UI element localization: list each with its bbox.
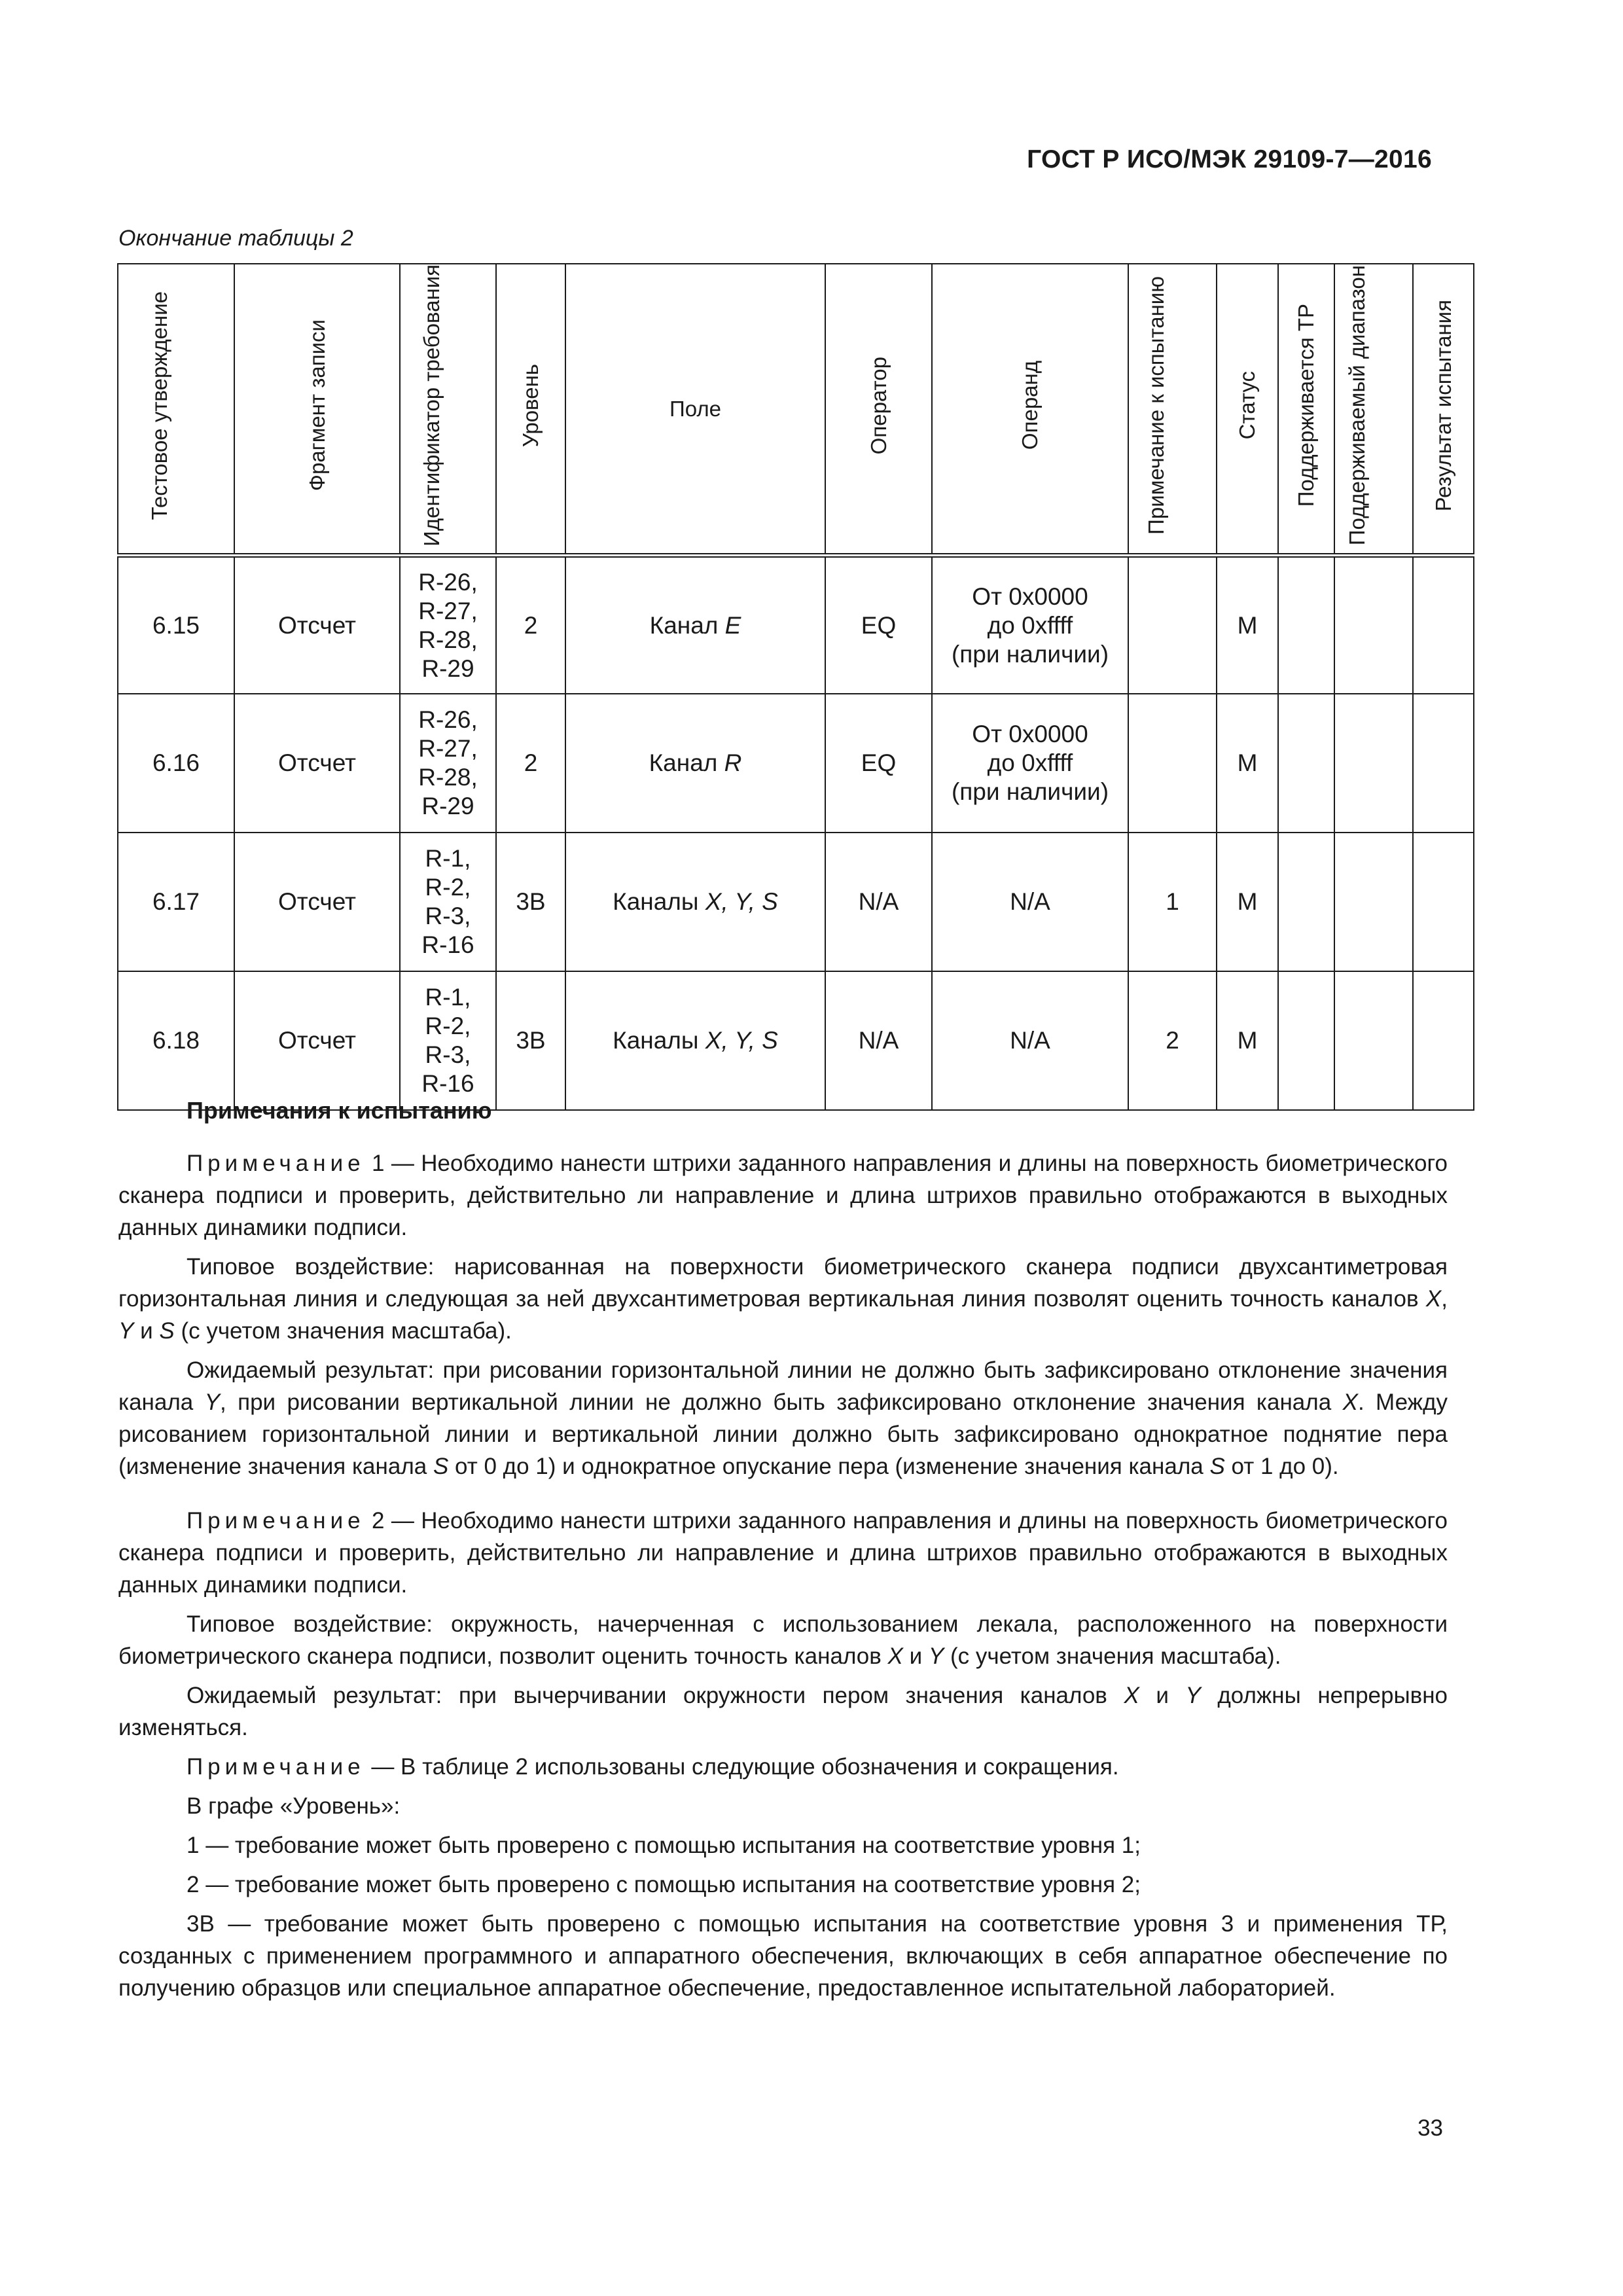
cell-level: 2	[496, 694, 565, 833]
cell-operand: N/A	[932, 971, 1128, 1110]
cell-operator: N/A	[825, 971, 932, 1110]
legend-intro: В графе «Уровень»:	[187, 1793, 401, 1819]
cell-result	[1413, 971, 1474, 1110]
col-operand	[932, 264, 1128, 555]
notes-heading: Примечания к испытанию	[187, 1097, 492, 1124]
cell-operator: EQ	[825, 555, 932, 694]
cell-operator: EQ	[825, 694, 932, 833]
col-requirement-label: Идентификатор требования	[419, 264, 444, 547]
cell-tp-support	[1278, 833, 1334, 971]
cell-requirement: R-26, R-27, R-28, R-29	[400, 555, 496, 694]
col-tp-support-label: Поддерживается ТР	[1294, 304, 1318, 507]
cell-result	[1413, 833, 1474, 971]
legend-level-2: 2 — требование может быть проверено с помощью испытания на соответствие уровня 2;	[187, 1872, 1141, 1897]
table-row	[118, 555, 1474, 694]
cell-tp-support	[1278, 694, 1334, 833]
cell-status: M	[1217, 694, 1278, 833]
cell-requirement: R-26, R-27, R-28, R-29	[400, 694, 496, 833]
note-2-typical-action: Типовое воздействие: окружность, начерченная с использованием лекала, расположенного на поверхности биометрического сканера подписи, позволит оценить точность каналов X и Y (с учетом значения масштаба).	[118, 1611, 1448, 1669]
cell-note: 1	[1128, 833, 1217, 971]
cell-note: 2	[1128, 971, 1217, 1110]
cell-level: 3B	[496, 971, 565, 1110]
cell-result	[1413, 694, 1474, 833]
col-operator	[825, 264, 932, 555]
col-level	[496, 264, 565, 555]
test-notes	[118, 1094, 1448, 2011]
cell-fragment: Отсчет	[234, 694, 400, 833]
col-test-label: Тестовое утверждение	[147, 291, 171, 520]
col-fragment	[234, 264, 400, 555]
col-operand-label: Операнд	[1018, 361, 1042, 450]
legend-level-3b: 3B — требование может быть проверено с помощью испытания на соответствие уровня 3 и применения ТР, созданных с применением программного и аппаратного обеспечения, включающих в себя аппаратное обеспечение по получению образцов или специальное аппаратное обеспечение, предоставленное испытательной лабораторией.	[118, 1911, 1448, 2001]
cell-test: 6.18	[118, 971, 234, 1110]
table-row	[118, 971, 1474, 1110]
standard-header: ГОСТ Р ИСО/МЭК 29109-7—2016	[1027, 145, 1432, 173]
note-1-expected-result: Ожидаемый результат: при рисовании горизонтальной линии не должно быть зафиксировано отклонение значения канала Y, при рисовании вертикальной линии не должно быть зафиксировано отклонение значения канала X. Между рисованием горизонтальной линии и вертикальной линии должно быть зафиксировано однократное поднятие пера (изменение значения канала S от 0 до 1) и однократное опускание пера (изменение значения канала S от 1 до 0).	[118, 1357, 1448, 1479]
cell-level: 3B	[496, 833, 565, 971]
col-requirement	[400, 264, 496, 555]
cell-fragment: Отсчет	[234, 971, 400, 1110]
col-note-label: Примечание к испытанию	[1143, 276, 1168, 535]
cell-test: 6.17	[118, 833, 234, 971]
table-row	[118, 833, 1474, 971]
cell-status: M	[1217, 555, 1278, 694]
cell-operator: N/A	[825, 833, 932, 971]
requirements-table	[117, 263, 1474, 1111]
note-2: Примечание 2 — Необходимо нанести штрихи заданного направления и длины на поверхность биометрического сканера подписи и проверить, действительно ли направление и длина штрихов правильно отображаются в выходных данных динамики подписи.	[118, 1508, 1448, 1598]
col-status-label: Статус	[1235, 371, 1259, 440]
col-status	[1217, 264, 1278, 555]
table-header-row	[118, 264, 1474, 555]
col-operator-label: Оператор	[866, 356, 891, 455]
cell-status: M	[1217, 833, 1278, 971]
col-field-label: Поле	[669, 396, 721, 421]
col-range	[1334, 264, 1413, 555]
cell-test: 6.16	[118, 694, 234, 833]
cell-status: M	[1217, 971, 1278, 1110]
col-result-label: Результат испытания	[1431, 299, 1455, 512]
note-1-typical-action: Типовое воздействие: нарисованная на поверхности биометрического сканера подписи двухсантиметровая горизонтальная линия и следующая за ней двухсантиметровая вертикальная линия позволят оценить точность каналов X, Y и S (с учетом значения масштаба).	[118, 1254, 1448, 1344]
cell-requirement: R-1, R-2, R-3, R-16	[400, 971, 496, 1110]
cell-operand: N/A	[932, 833, 1128, 971]
cell-operand: От 0x0000 до 0xffff (при наличии)	[932, 694, 1128, 833]
note-1: Примечание 1 — Необходимо нанести штрихи заданного направления и длины на поверхность биометрического сканера подписи и проверить, действительно ли направление и длина штрихов правильно отображаются в выходных данных динамики подписи.	[118, 1151, 1448, 1240]
cell-range	[1334, 971, 1413, 1110]
col-field	[565, 264, 825, 555]
cell-tp-support	[1278, 971, 1334, 1110]
col-note	[1128, 264, 1217, 555]
cell-test: 6.15	[118, 555, 234, 694]
col-level-label: Уровень	[518, 363, 543, 447]
cell-field: Канал R	[565, 694, 825, 833]
cell-field: Канал E	[565, 555, 825, 694]
col-test	[118, 264, 234, 555]
cell-note	[1128, 555, 1217, 694]
cell-operand: От 0x0000 до 0xffff (при наличии)	[932, 555, 1128, 694]
cell-fragment: Отсчет	[234, 555, 400, 694]
table-caption: Окончание таблицы 2	[118, 226, 353, 251]
cell-range	[1334, 555, 1413, 694]
cell-field: Каналы X, Y, S	[565, 833, 825, 971]
cell-result	[1413, 555, 1474, 694]
col-range-label: Поддерживаемый диапазон	[1345, 265, 1369, 546]
table-row	[118, 694, 1474, 833]
cell-range	[1334, 694, 1413, 833]
cell-field: Каналы X, Y, S	[565, 971, 825, 1110]
col-tp-support	[1278, 264, 1334, 555]
cell-level: 2	[496, 555, 565, 694]
cell-fragment: Отсчет	[234, 833, 400, 971]
note-2-expected-result: Ожидаемый результат: при вычерчивании окружности пером значения каналов X и Y должны непрерывно изменяться.	[118, 1683, 1448, 1740]
legend-level-1: 1 — требование может быть проверено с помощью испытания на соответствие уровня 1;	[187, 1833, 1141, 1858]
cell-note	[1128, 694, 1217, 833]
cell-range	[1334, 833, 1413, 971]
note-abbreviations: Примечание — В таблице 2 использованы следующие обозначения и сокращения.	[187, 1754, 1119, 1780]
col-result	[1413, 264, 1474, 555]
col-fragment-label: Фрагмент записи	[304, 319, 329, 492]
page-number: 33	[1418, 2115, 1443, 2141]
cell-tp-support	[1278, 555, 1334, 694]
cell-requirement: R-1, R-2, R-3, R-16	[400, 833, 496, 971]
